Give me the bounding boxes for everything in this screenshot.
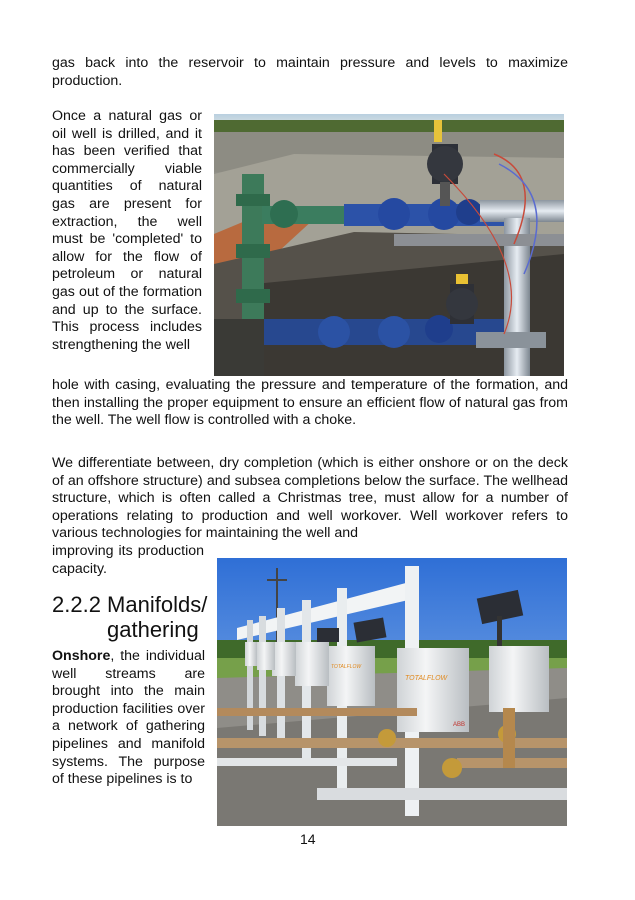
heading-line-1: 2.2.2 Manifolds/: [52, 592, 208, 617]
paragraph-dry-completion: We differentiate between, dry completion (which is either onshore or on the deck of an offshore structure) and subsea completions below the surface. The wellhead structure, which is often called a Christmas tree, must allow for a number of operations relating to production and well workover. Well workover refers to various technologies for maintaining the well and: [52, 455, 568, 542]
section-heading: [52, 592, 212, 642]
paragraph-onshore: [52, 648, 205, 789]
photo-manifold: [217, 558, 567, 826]
sign-totalflow-2: TOTALFLOW: [331, 664, 362, 670]
onshore-bold: Onshore: [52, 648, 111, 664]
page-number: 14: [300, 831, 316, 847]
paragraph-intro: gas back into the reservoir to maintain pressure and levels to maximize production.: [52, 55, 568, 89]
sign-totalflow-1: TOTALFLOW: [405, 675, 448, 682]
photo-wellhead: [214, 114, 564, 376]
paragraph-completion-full: hole with casing, evaluating the pressure and temperature of the formation, and then installing the proper equipment to ensure an efficient flow of natural gas from the well. The well flow is controlled with a choke.: [52, 377, 568, 429]
wellhead-illustration: [214, 114, 564, 376]
sign-abb: ABB: [453, 722, 466, 728]
onshore-text: , the individual well streams are brought into the main production facilities over a network of gathering pipelines and manifold systems. The purpose of these pipelines is to: [52, 648, 205, 788]
manifold-illustration: [217, 558, 567, 826]
heading-line-2: gathering: [107, 617, 199, 642]
paragraph-completion-wrap: Once a natural gas or oil well is drilled, and it has been verified that commercially viable quantities of natural gas are present for extraction, the well must be 'completed' to allow for the flow of petroleum or natural gas out of the formation and up to the surface. This process includes strengthening the well: [52, 108, 202, 353]
paragraph-workover-wrap: improving its production capacity.: [52, 543, 204, 577]
